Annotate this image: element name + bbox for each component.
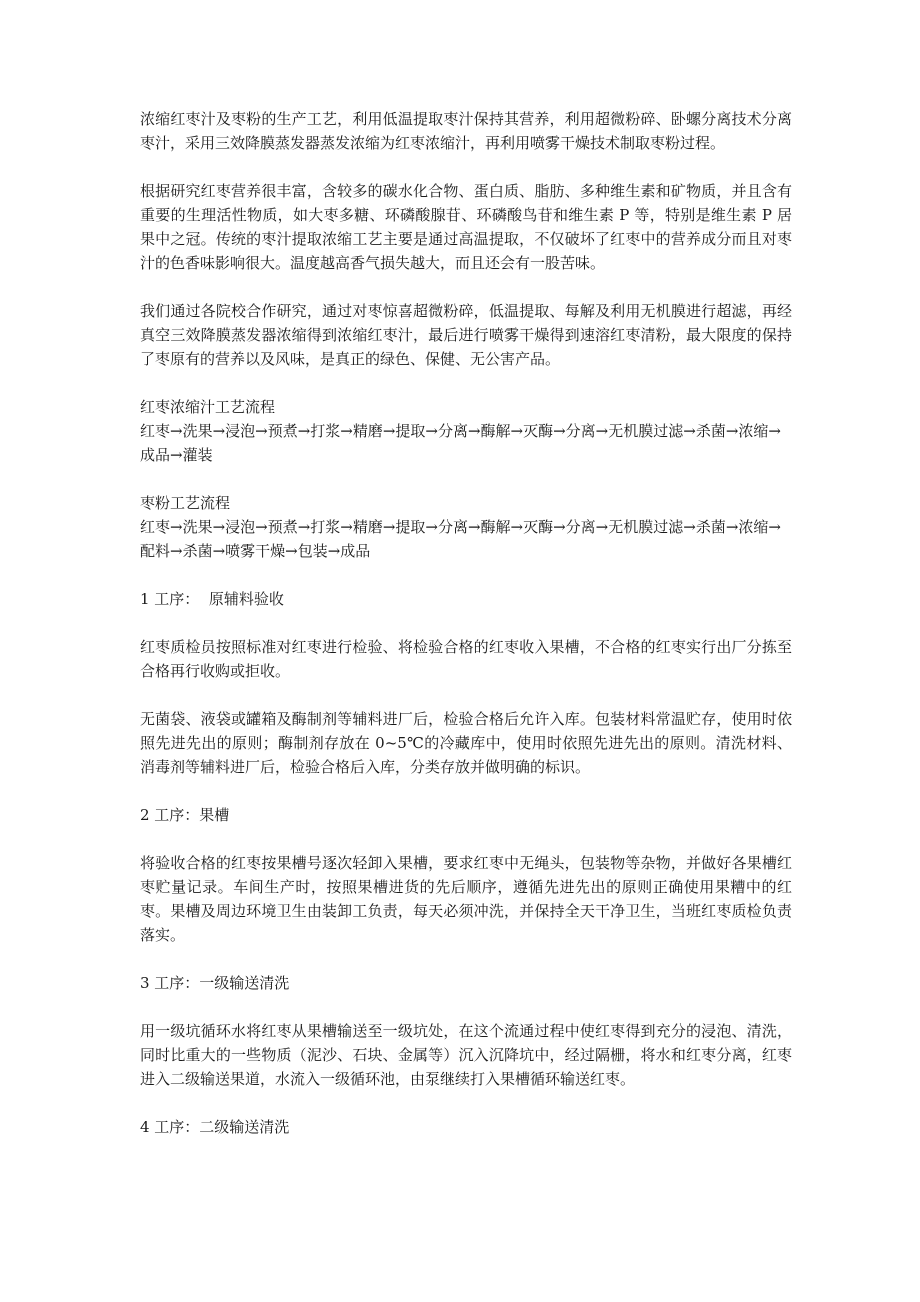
- process-2-heading: 2 工序：果槽: [140, 806, 230, 824]
- process-1-paragraph-1: 红枣质检员按照标准对红枣进行检验、将检验合格的红枣收入果槽，不合格的红枣实行出厂分拣至合格再行收购或拒收。: [140, 638, 792, 680]
- process-4-heading: 4 工序：二级输送清洗: [140, 1118, 290, 1136]
- process-3-paragraph-1: 用一级坑循环水将红枣从果槽输送至一级坑处，在这个流通过程中使红枣得到充分的浸泡、清洗，同时比重大的一些物质（泥沙、石块、金属等）沉入沉降坑中，经过隔栅，将水和红枣分离，红枣进入二级输送果道，水流入一级循环池，由泵继续打入果槽循环输送红枣。: [140, 1022, 792, 1088]
- nutrition-paragraph: 根据研究红枣营养很丰富，含较多的碳水化合物、蛋白质、脂肪、多种维生素和矿物质，并且含有重要的生理活性物质，如大枣多糖、环磷酸腺苷、环磷酸鸟苷和维生素 P 等，特别是维生素 P 居果中之冠。传统的枣汁提取浓缩工艺主要是通过高温提取，不仅破坏了红枣中的营养成分而且对枣汁的色香味影响很大。温度越高香气损失越大，而且还会有一股苦味。: [140, 182, 792, 272]
- research-paragraph: 我们通过各院校合作研究，通过对枣惊喜超微粉碎，低温提取、每解及利用无机膜进行超滤，再经真空三效降膜蒸发器浓缩得到浓缩红枣汁，最后进行喷雾干燥得到速溶红枣清粉，最大限度的保持了枣原有的营养以及风味，是真正的绿色、保健、无公害产品。: [140, 302, 792, 368]
- process-2-paragraph-1: 将验收合格的红枣按果槽号逐次轻卸入果槽，要求红枣中无绳头，包装物等杂物，并做好各果槽红枣贮量记录。车间生产时，按照果槽进货的先后顺序，遵循先进先出的原则正确使用果糟中的红枣。果槽及周边环境卫生由装卸工负责，每天必须冲洗，并保持全天干净卫生，当班红枣质检负责落实。: [140, 854, 792, 944]
- process-3-heading: 3 工序：一级输送清洗: [140, 974, 290, 992]
- juice-flow-steps: 红枣→洗果→浸泡→预煮→打浆→精磨→提取→分离→酶解→灭酶→分离→无机膜过滤→杀菌→浓缩→成品→灌装: [140, 422, 781, 464]
- powder-flow-steps: 红枣→洗果→浸泡→预煮→打浆→精磨→提取→分离→酶解→灭酶→分离→无机膜过滤→杀菌→浓缩→配料→杀菌→喷雾干燥→包装→成品: [140, 518, 781, 560]
- process-1-paragraph-2: 无菌袋、液袋或罐箱及酶制剂等辅料进厂后，检验合格后允许入库。包装材料常温贮存，使用时依照先进先出的原则；酶制剂存放在 0~5℃的冷藏库中，使用时依照先进先出的原则。清洗材料、消毒剂等辅料进厂后，检验合格后入库，分类存放并做明确的标识。: [140, 710, 792, 776]
- juice-process-flow: [140, 395, 792, 467]
- powder-flow-title: 枣粉工艺流程: [140, 494, 231, 512]
- juice-flow-title: 红枣浓缩汁工艺流程: [140, 398, 276, 416]
- intro-paragraph: 浓缩红枣汁及枣粉的生产工艺，利用低温提取枣汁保持其营养，利用超微粉碎、卧螺分离技术分离枣汁，采用三效降膜蒸发器蒸发浓缩为红枣浓缩汁，再利用喷雾干燥技术制取枣粉过程。: [140, 110, 792, 152]
- document-page: [140, 107, 792, 1163]
- process-1-heading: 1 工序： 原辅料验收: [140, 590, 284, 608]
- powder-process-flow: [140, 491, 792, 563]
